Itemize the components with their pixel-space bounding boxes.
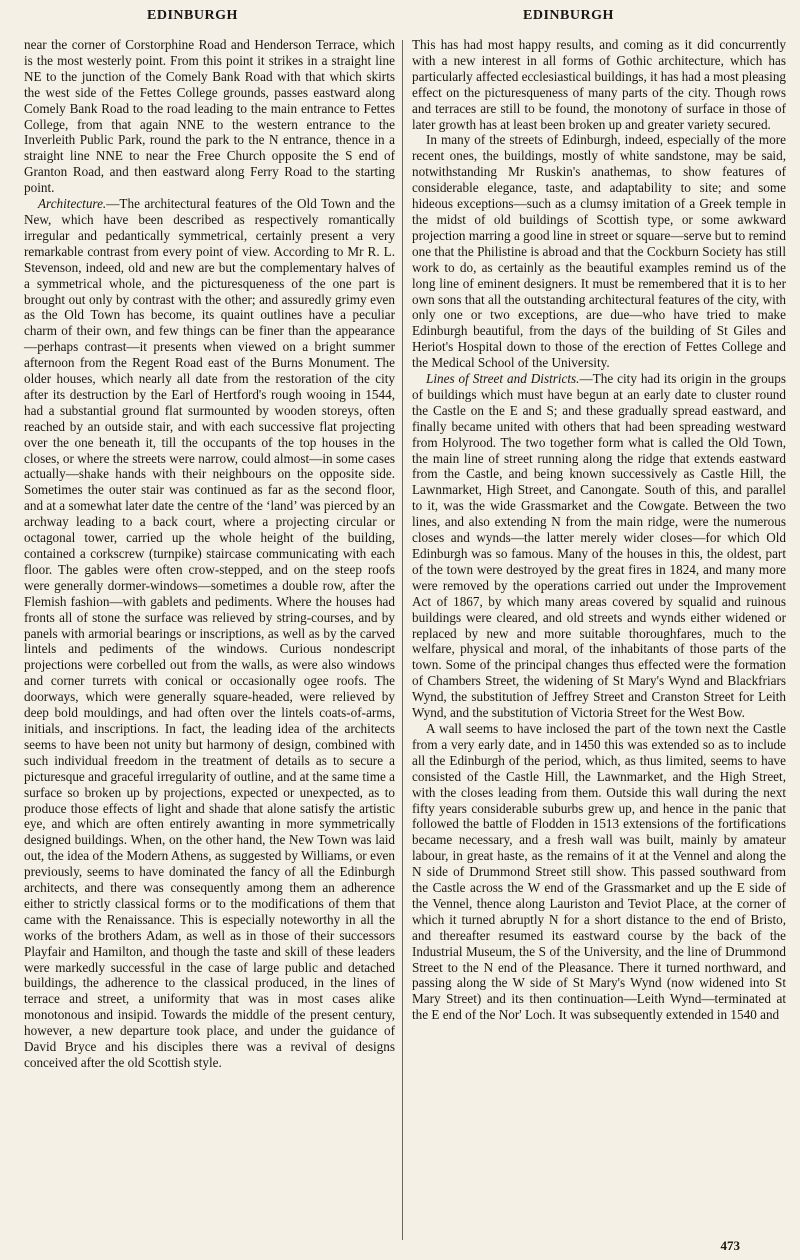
right-paragraph-4: A wall seems to have inclosed the part of the town next the Castle from a very early date, and in 1450 this was extended so as to include all the Edinburgh of the period, which, as thus limited, seems to have consisted of the Castle Hill, the Lawnmarket, and the High Street, with the closes leading from them. Outside this wall during the next fifty years considerable suburbs grew up, and hence in the panic that followed the battle of Flodden in 1513 extensions of the fortifications became necessary, and a fresh wall was built, mainly by amateur labour, in great haste, as the remains of it at the Vennel and along the N side of Drummond Street still show. This passed southward from the Castle across the W end of the Grassmarket and up the E side of the Vennel, thence along Lauriston and Teviot Place, at the corner of which it turned abruptly N for a short distance to the end of Bristo, and thereafter resumed its eastward course by the back of the Industrial Museum, the S of the University, and the line of Drummond Street to the N end of the Pleasance. There it turned northward, and passing along the W side of St Mary's Wynd (now widened into St Mary Street) and its then continuation—Leith Wynd—terminated at the E end of the Nor' Loch. It was subsequently extended in 1540 and xyxy=(412,720,786,1023)
left-column xyxy=(24,37,395,1071)
left-paragraph-2-text: —The architectural features of the Old Town and the New, which have been described as respectively romantically irregular and pedantically symmetrical, certainly present a very remarkable contrast from every point of view. According to Mr R. L. Stevenson, indeed, old and new are but the complementary halves of a symmetrical whole, and the picturesqueness of the one part is brought out only by contrast with the other; and assuredly grimy even as the Old Town has become, its quaint outlines have a peculiar charm of their own, and few things can be finer than the appearance—perhaps contrast—it presents when viewed on a bright summer afternoon from the Regent Road east of the Burns Monument. The older houses, which nearly all date from the restoration of the city after its destruction by the Earl of Hertford's rough wooing in 1544, had a substantial ground flat surmounted by wooden storeys, often reached by an outside stair, and with each successive flat projecting over the one beneath it, till the occupants of the top houses in the closes, or where the streets were narrow, could almost—in some cases actually—shake hands with their neighbours on the opposite side. Sometimes the outer stair was continued as far as the second floor, and at a somewhat later date the centre of the ‘land’ was pierced by an archway leading to a back court, where a projecting circular or octagonal tower, carried up the whole height of the building, contained a corkscrew (turnpike) staircase communicating with each floor. The gables were often crow-stepped, and on the steep roofs were generally dormer-windows—sometimes a double row, after the Flemish fashion—with gablets and pediments. Where the houses had fronts all of stone the surface was relieved by string-courses, and by panels with armorial bearings or inscriptions, as well as by the carved lintels and pediments of the windows. Curious nondescript projections were corbelled out from the walls, as were also windows and corner turrets with conical or occasionally ogee roofs. The doorways, which were generally square-headed, were relieved by deep bold mouldings, and had often over the lintels coats-of-arms, initials, and inscriptions. In fact, the leading idea of the architects seems to have been not unity but harmony of design, combined with such individual freedom in the treatment of details as to secure a picturesque and graceful irregularity of outline, and at the same time a surface so broken up by projections, expected or unexpected, as to produce those effects of light and shade that alone satisfy the artistic eye, and which are often entirely awanting in more symmetrically designed buildings. When, on the other hand, the New Town was laid out, the idea of the Modern Athens, as suggested by Williams, or even previously, seems to have dominated the fancy of all the Edinburgh architects, and there was consequently among them an adherence either to strictly classical forms or to the modifications of them that came with the Renaissance. This is especially noteworthy in all the works of the brothers Adam, as well as in those of their successors Playfair and Hamilton, and though the taste and skill of these leaders were markedly successful in the case of large public and detached buildings, the adherence to the classical produced, in the lines of terrace and street, a uniformity that was in most cases alike monotonous and insipid. Towards the middle of the present century, however, a new departure took place, and under the guidance of David Bryce and his disciples there was a revival of designs conceived after the old Scottish style. xyxy=(24,196,395,1070)
column-divider xyxy=(402,40,403,1240)
running-header-left: EDINBURGH xyxy=(147,8,238,23)
right-column xyxy=(412,37,786,1023)
right-paragraph-3-text: —The city had its origin in the groups of buildings which must have begun at an early date to cluster round the Castle on the E and S; and these gradually spread eastward, and finally became united with others that had been spreading westward from Holyrood. The two together form what is called the Old Town, the main line of street running along the ridge that extends eastward from the Castle, and being known successively as Castle Hill, the Lawnmarket, High Street, and Canongate. South of this, and parallel to it, was the wide Grassmarket and the Cowgate. Between the two lines, and also extending N from the main ridge, were the numerous closes and wynds—the latter merely wider closes—for which Old Edinburgh was so famous. Many of the houses in this, the oldest, part of the town were destroyed by the great fires in 1824, and many more were removed by the operations carried out under the Improvement Act of 1867, by which many areas covered by squalid and ruinous buildings were cleared, and old streets and wynds either widened or replaced by new and more suitable thoroughfares, much to the welfare, physical and moral, of the inhabitants of those parts of the town. Some of the principal changes thus effected were the formation of Chambers Street, the widening of St Mary's Wynd and Blackfriars Wynd, the substitution of Jeffrey Street and Cranston Street for Leith Wynd, and the substitution of Victoria Street for the West Bow. xyxy=(412,371,786,721)
section-heading-lines-of-street: Lines of Street and Districts. xyxy=(426,371,580,387)
right-paragraph-lines-of-street xyxy=(412,371,786,721)
right-paragraph-2: In many of the streets of Edinburgh, indeed, especially of the more recent ones, the buildings, mostly of white sandstone, may be said, notwithstanding Mr Ruskin's anathemas, to show features of considerable elegance, taste, and adaptability to site; and some hideous exceptions—such as a clumsy imitation of a Greek temple in the midst of old buildings of Scottish type, or some awkward projection marring a good line in street or square—serve but to remind one that the Philistine is abroad and that the Cockburn Society has still work to do, as certainly as the beautiful examples remind us of the long line of eminent designers. It must be remembered that it is to her own sons that all the outstanding architectural features of the city, with only one or two exceptions, are due—who have tried to make Edinburgh beautiful, from the days of the building of St Giles and Heriot's Hospital down to those of the erection of Fettes College and the Medical School of the University. xyxy=(412,132,786,371)
section-heading-architecture: Architecture. xyxy=(38,196,107,212)
right-paragraph-1: This has had most happy results, and coming as it did concurrently with a new interest in all forms of Gothic architecture, which has particularly affected ecclesiastical buildings, it has had a most pleasing effect on the picturesqueness of many parts of the city. Though rows and terraces are still to be found, the monotony of surface in those of later growth has at least been broken up and greater variety secured. xyxy=(412,37,787,132)
running-header-right: EDINBURGH xyxy=(523,8,614,23)
page-number: 473 xyxy=(720,1238,740,1253)
left-paragraph-architecture xyxy=(24,196,395,1071)
left-paragraph-1: near the corner of Corstorphine Road and Henderson Terrace, which is the most westerly point. From this point it strikes in a straight line NE to the junction of the Comely Bank Road with that which skirts the west side of the Fettes College grounds, passes eastward along Comely Bank Road to the road leading to the main entrance to Fettes College, from that again NNE to the western entrance to the Inverleith Public Park, round the park to the N entrance, thence in a straight line NNE to near the Free Church opposite the S end of Granton Road, and then eastward along Ferry Road to the starting point. xyxy=(24,37,395,196)
